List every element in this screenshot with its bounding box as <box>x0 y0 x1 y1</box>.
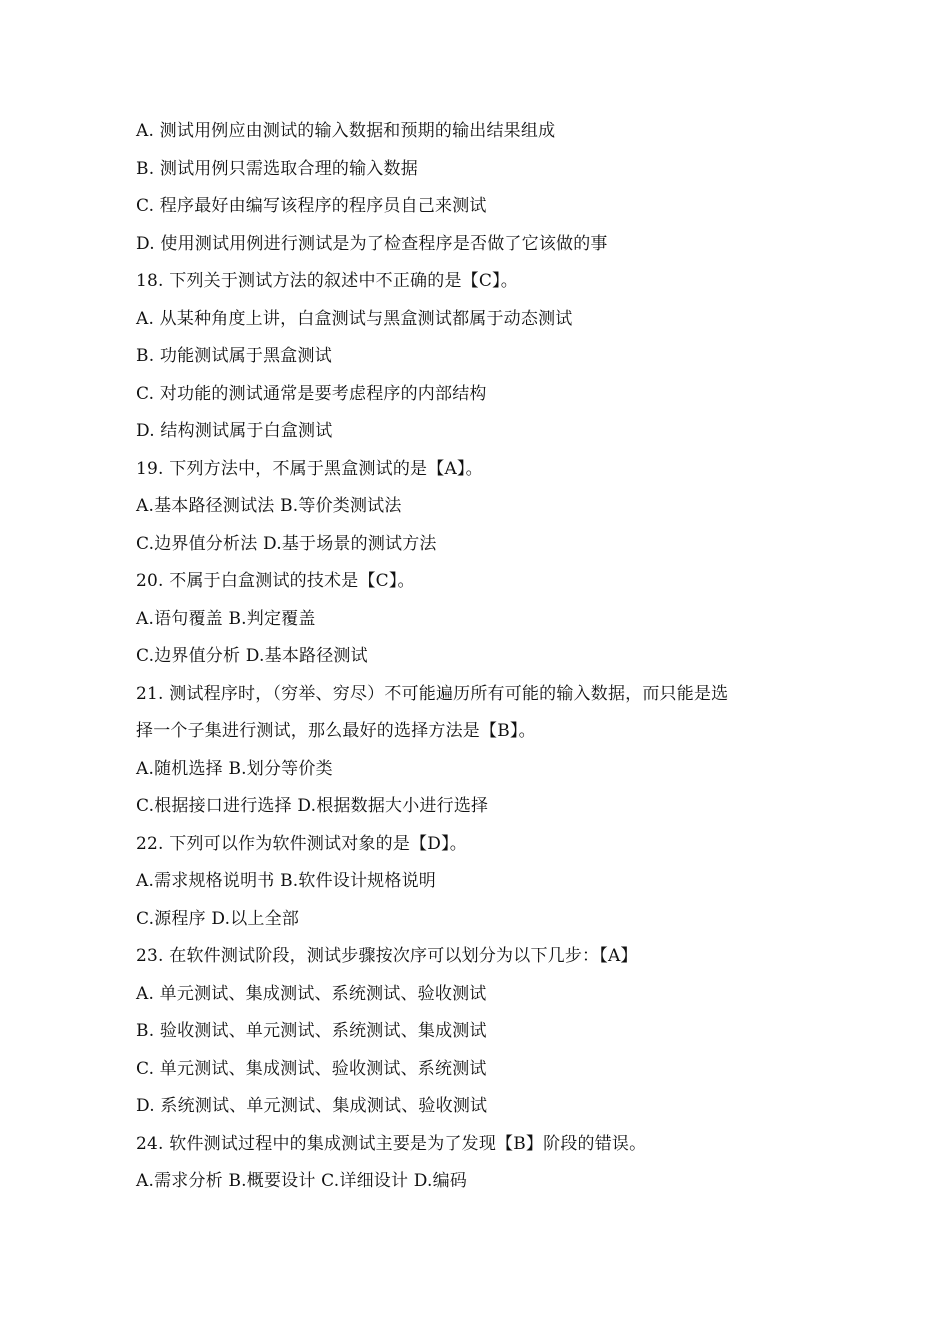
option-line: C.源程序 D.以上全部 <box>136 908 300 929</box>
option-line: A. 从某种角度上讲，白盒测试与黑盒测试都属于动态测试 <box>136 308 573 329</box>
option-line: D. 结构测试属于白盒测试 <box>136 421 333 441</box>
option-line: C.边界值分析法 D.基于场景的测试方法 <box>136 533 437 554</box>
question-21: 21. 测试程序时，（穷举、穷尽）不可能遍历所有可能的输入数据，而只能是选 <box>136 683 729 704</box>
question-text-block <box>136 113 836 1201</box>
question-20: 20. 不属于白盒测试的技术是【C】。 <box>136 571 415 591</box>
option-line: A.随机选择 B.划分等价类 <box>136 758 333 779</box>
question-24: 24. 软件测试过程中的集成测试主要是为了发现【B】阶段的错误。 <box>136 1133 647 1154</box>
option-line: B. 验收测试、单元测试、系统测试、集成测试 <box>136 1021 487 1041</box>
question-22: 22. 下列可以作为软件测试对象的是【D】。 <box>136 833 467 854</box>
option-line: A. 测试用例应由测试的输入数据和预期的输出结果组成 <box>136 121 556 141</box>
question-21-continued: 择一个子集进行测试，那么最好的选择方法是【B】。 <box>136 721 536 741</box>
question-19: 19. 下列方法中，不属于黑盒测试的是【A】。 <box>136 458 483 479</box>
question-23: 23. 在软件测试阶段，测试步骤按次序可以划分为以下几步：【A】 <box>136 946 638 966</box>
option-line: A.需求规格说明书 B.软件设计规格说明 <box>136 871 436 891</box>
option-line: B. 测试用例只需选取合理的输入数据 <box>136 158 418 179</box>
option-line: B. 功能测试属于黑盒测试 <box>136 346 332 366</box>
option-line: A.需求分析 B.概要设计 C.详细设计 D.编码 <box>136 1171 468 1191</box>
option-line: C. 单元测试、集成测试、验收测试、系统测试 <box>136 1058 487 1079</box>
option-line: C.根据接口进行选择 D.根据数据大小进行选择 <box>136 796 489 816</box>
option-line: A.语句覆盖 B.判定覆盖 <box>136 608 316 629</box>
option-line: C. 程序最好由编写该程序的程序员自己来测试 <box>136 196 487 216</box>
option-line: A.基本路径测试法 B.等价类测试法 <box>136 496 402 516</box>
option-line: C.边界值分析 D.基本路径测试 <box>136 646 368 666</box>
option-line: D. 系统测试、单元测试、集成测试、验收测试 <box>136 1096 488 1116</box>
option-line: D. 使用测试用例进行测试是为了检查程序是否做了它该做的事 <box>136 233 608 254</box>
option-line: A. 单元测试、集成测试、系统测试、验收测试 <box>136 983 487 1004</box>
option-line: C. 对功能的测试通常是要考虑程序的内部结构 <box>136 383 487 404</box>
question-18: 18. 下列关于测试方法的叙述中不正确的是【C】。 <box>136 271 518 291</box>
